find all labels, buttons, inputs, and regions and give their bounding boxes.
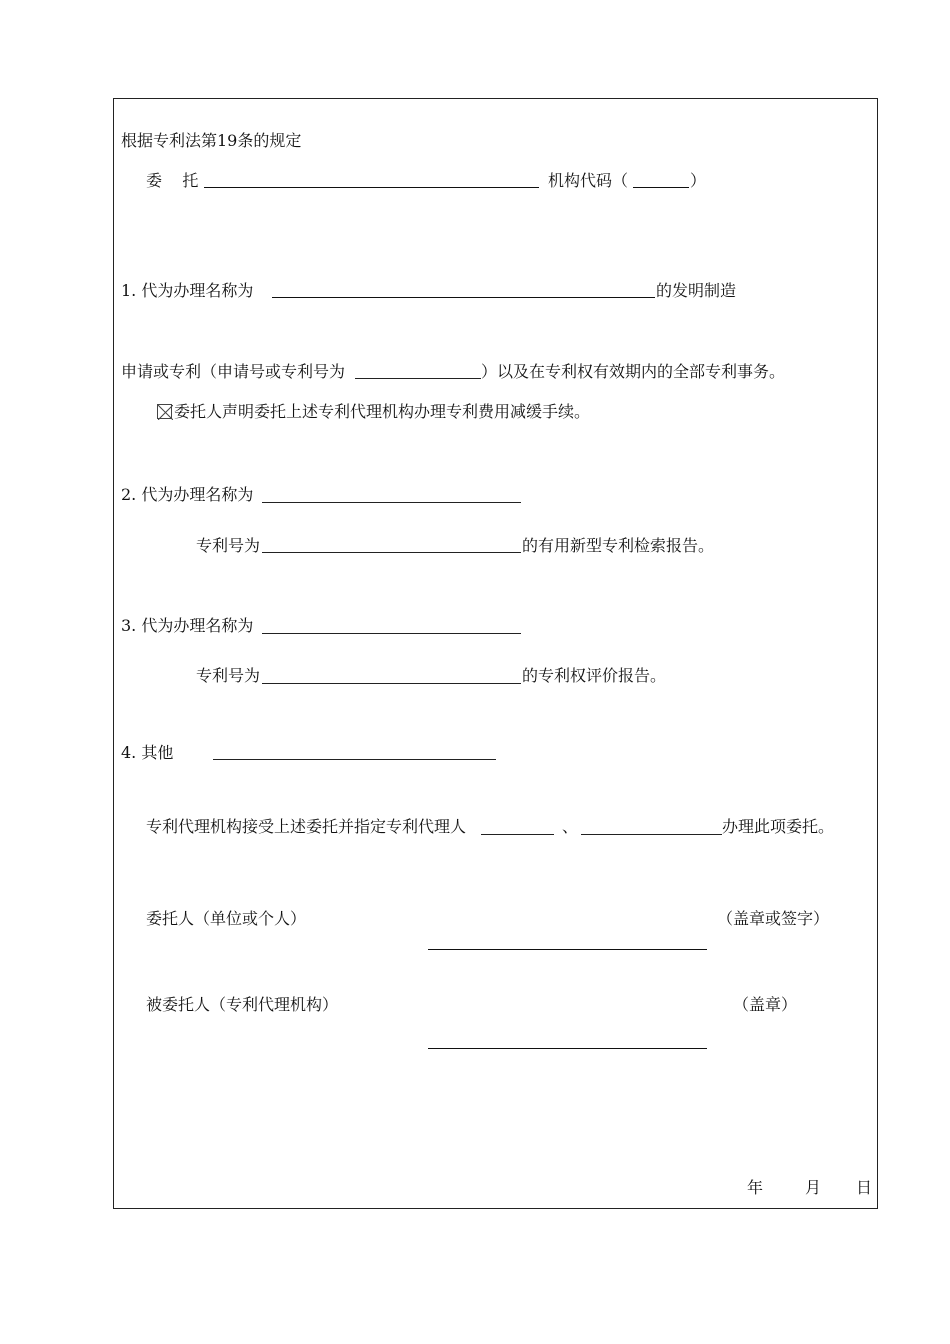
form-frame — [113, 98, 878, 1209]
client-label: 委托人（单位或个人） — [146, 909, 307, 928]
entrusted-agency-field[interactable] — [204, 187, 539, 188]
org-code-close: ） — [690, 171, 707, 190]
client-note: （盖章或签字） — [717, 909, 830, 928]
date-year: 年 — [747, 1178, 764, 1197]
item2-suffix: 的有用新型专利检索报告。 — [522, 536, 715, 555]
fee-reduction-text: 委托人声明委托上述专利代理机构办理专利费用减缓手续。 — [174, 402, 591, 421]
agent-signature-field[interactable] — [428, 1048, 707, 1049]
item2-patent-no-label: 专利号为 — [196, 536, 261, 555]
item1-label: 1. 代为办理名称为 — [121, 281, 254, 300]
fee-reduction-checkbox[interactable] — [157, 404, 172, 419]
item4-label: 4. 其他 — [121, 743, 174, 762]
item3-suffix: 的专利权评价报告。 — [522, 666, 667, 685]
agent1-field[interactable] — [481, 834, 554, 835]
item1-name-field[interactable] — [272, 297, 655, 298]
org-code-label: 机构代码（ — [548, 171, 629, 190]
client-signature-field[interactable] — [428, 949, 707, 950]
org-code-field[interactable] — [633, 187, 689, 188]
date-day: 日 — [856, 1178, 873, 1197]
checkbox-x-icon — [158, 405, 173, 420]
item1-suffix: 的发明制造 — [656, 281, 737, 300]
agent-note: （盖章） — [733, 995, 798, 1014]
acceptance-suffix: 办理此项委托。 — [722, 817, 835, 836]
item2-patent-no-field[interactable] — [262, 552, 521, 553]
item3-label: 3. 代为办理名称为 — [121, 616, 254, 635]
item3-patent-no-field[interactable] — [262, 683, 521, 684]
item1-line2-prefix: 申请或专利（申请号或专利号为 — [121, 362, 346, 381]
item1-line2-suffix: ）以及在专利权有效期内的全部专利事务。 — [481, 362, 786, 381]
acceptance-prefix: 专利代理机构接受上述委托并指定专利代理人 — [146, 817, 467, 836]
acceptance-separator: 、 — [562, 817, 579, 836]
item3-patent-no-label: 专利号为 — [196, 666, 261, 685]
agent-label: 被委托人（专利代理机构） — [146, 995, 339, 1014]
agent2-field[interactable] — [581, 834, 722, 835]
item2-name-field[interactable] — [262, 502, 521, 503]
intro-text: 根据专利法第19条的规定 — [121, 131, 302, 150]
date-month: 月 — [805, 1178, 822, 1197]
item4-other-field[interactable] — [213, 759, 496, 760]
item3-name-field[interactable] — [262, 633, 521, 634]
entrust-label: 委 托 — [146, 171, 199, 190]
item2-label: 2. 代为办理名称为 — [121, 485, 254, 504]
application-number-field[interactable] — [355, 378, 481, 379]
